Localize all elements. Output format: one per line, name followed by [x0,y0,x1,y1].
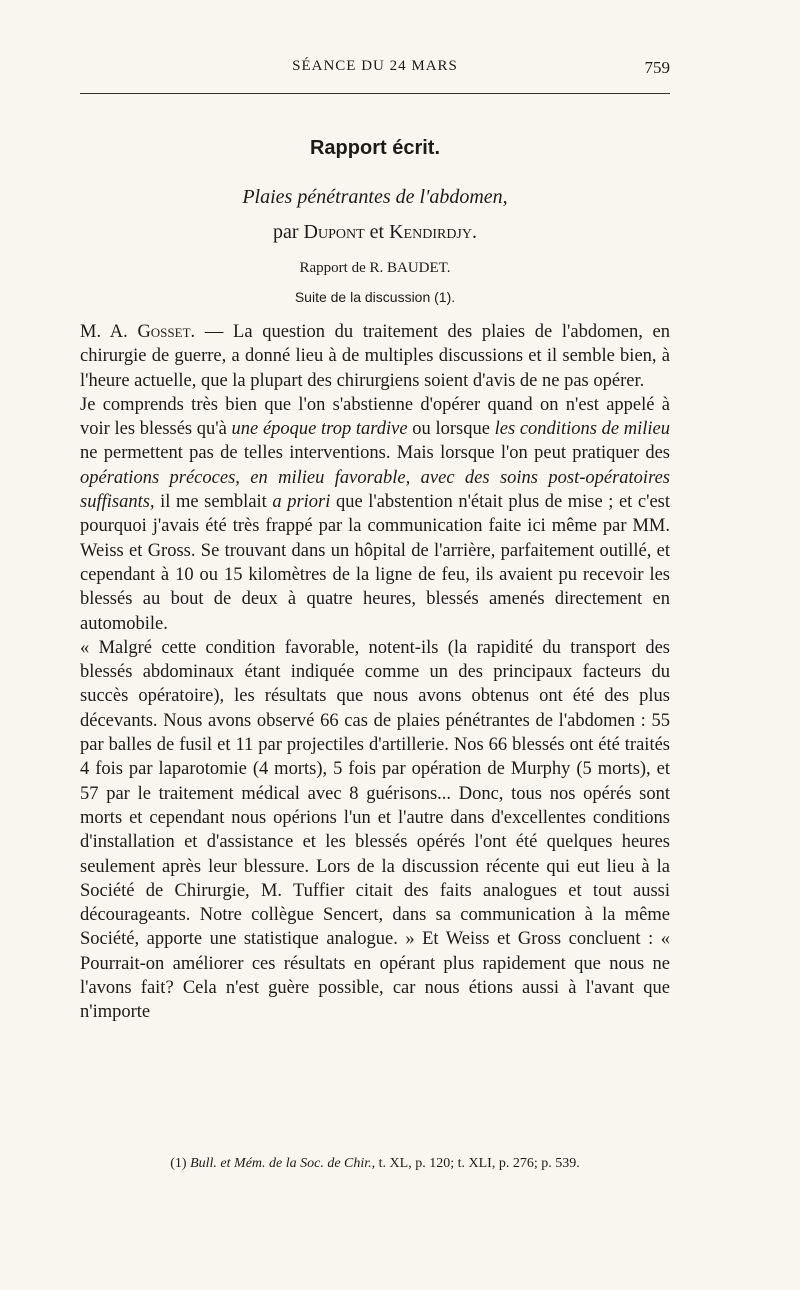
section-title: Rapport écrit. [309,137,441,159]
p2-text-e: que l'abstention n'était plus de mise ; et c'est pourquoi j'avais été très frappé par la communication faite ici même par MM. Weiss et Gross. Se trouvant dans un hôpital de l'arrière, parfaitement outillé, et cependant à 10 ou 15 kilomètres de la ligne de feu, ils avaient pu recevoir les blessés au bout de deux à quatre heures, blessés amenés directement en automobile. [80,492,670,634]
subject-title: Plaies pénétrantes de l'abdomen, [242,186,508,208]
p2-emphasis-3: opérations précoces, en milieu favorable, avec des soins post-opératoires suffisants, [80,467,670,513]
p2-text-a: Je comprends très bien que l'on s'abstienne d'opérer quand on n'est appelé à voir les blessés qu'à [80,394,670,440]
p2-emphasis-1: une époque trop tardive [231,419,408,440]
footnote-references: , t. XL, p. 120; t. XLI, p. 276; p. 539. [371,1156,580,1171]
discussion-continuation: Suite de la discussion (1). [294,289,456,305]
author-kendirdjy: Kendirdjy [389,221,472,243]
authors-prefix: par [273,221,304,243]
p2-emphasis-4: a priori [272,492,331,513]
footnote [80,1156,670,1172]
p2-text-c: ne permettent pas de telles interventions. Mais lorsque l'on peut pratiquer des [80,443,670,464]
speaker-name: Gosset [137,322,191,342]
paragraph-1 [80,320,670,393]
p2-emphasis-2: les conditions de milieu [494,419,670,440]
footnote-source: Bull. et Mém. de la Soc. de Chir. [190,1156,372,1171]
authors-suffix: . [472,221,477,243]
authors-conjunction: et [364,221,390,243]
running-header [80,58,670,82]
page-number: 759 [644,58,670,77]
paragraph-2 [80,393,670,636]
author-dupont: Dupont [303,221,365,243]
speaker-prefix: M. A. [80,322,138,342]
footnote-marker: (1) [170,1156,191,1171]
subject-authors [80,221,670,244]
p2-text-d: il me semblait [154,492,273,513]
paragraph-1-text: . — La question du traitement des plaies de l'abdomen, en chirurgie de guerre, a donné lieu à de multiples discussions et il semble bien, à l'heure actuelle, que la plupart des chirurgiens soient d'avis de ne pas opérer. [80,322,670,391]
report-author: Rapport de R. BAUDET. [299,260,451,276]
running-title: SÉANCE DU 24 MARS [292,58,458,74]
page [80,0,670,1290]
paragraph-3: « Malgré cette condition favorable, notent-ils (la rapidité du transport des blessés abdominaux étant indiquée comme un des principaux facteurs du succès opératoire), les résultats que nous avons obtenus ont été des plus décevants. Nous avons observé 66 cas de plaies pénétrantes de l'abdomen : 55 par balles de fusil et 11 par projectiles d'artillerie. Nos 66 blessés ont été traités 4 fois par laparotomie (4 morts), 5 fois par opération de Murphy (5 morts), et 57 par le traitement médical avec 8 guérisons... Donc, tous nos opérés sont morts et cependant nous opérions l'un et l'autre dans d'excellentes conditions d'installation et d'assistance et les blessés opérés l'ont été quelques heures seulement après leur blessure. Lors de la discussion récente qui eut lieu à la Société de Chirurgie, M. Tuffier citait des faits analogues et tout aussi décourageants. Notre collègue Sencert, dans sa communication à la même Société, apporte une statistique analogue. » Et Weiss et Gross concluent : « Pourrait-on améliorer ces résultats en opérant plus rapidement que nous ne l'avons fait? Cela n'est guère possible, car nous étions aussi à l'avant que n'importe [80,637,670,1023]
article-body [80,320,670,1025]
p2-text-b: ou lorsque [407,419,495,440]
header-rule [80,93,670,94]
